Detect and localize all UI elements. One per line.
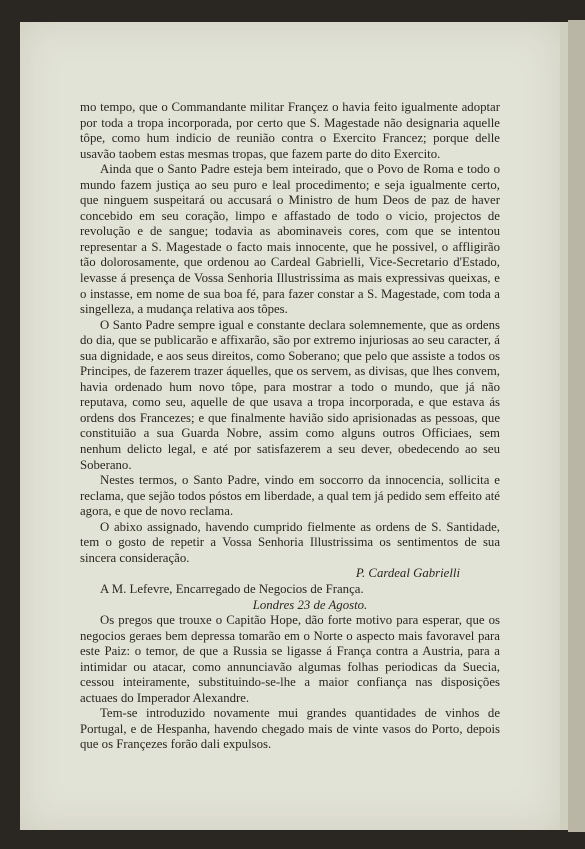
paragraph-1: mo tempo, que o Commandante militar Françez o havia feito igualmente adoptar por toda a tropa incorporada, por certo que S. Magestade não designaria aquelle tôpe, como hum indicio de reunião contra o Exercito Francez; porque delle usavão taobem estas mesmas tropas, que fazem parte do dito Exercito.	[80, 100, 500, 161]
signature: P. Cardeal Gabrielli	[355, 566, 460, 581]
paragraph-5: O abixo assignado, havendo cumprido fielmente as ordens de S. Santidade, tem o gosto de repetir a Vossa Senhoria Illustrissima os sentimentos de sua sincera consideração.	[80, 519, 500, 565]
page-stack	[568, 20, 585, 832]
paragraph-4: Nestes termos, o Santo Padre, vindo em soccorro da innocencia, sollicita e reclama, que sejão todos póstos em liberdade, a qual tem já pedido sem effeito até agora, e que de novo reclama.	[80, 473, 500, 519]
paragraph-7: Tem-se introduzido novamente mui grandes quantidades de vinhos de Portugal, e de Hespanha, havendo chegado mais de vinte vasos do Porto, depois que os Françezes forão dali expulsos.	[80, 706, 500, 752]
page-edge	[560, 22, 568, 830]
paragraph-2: Ainda que o Santo Padre esteja bem inteirado, que o Povo de Roma e todo o mundo fazem justiça ao seu puro e leal procedimento; e seja igualmente certo, que ninguem suspeitará ou accusará o Ministro de hum Deos de paz de haver concebido em seu coração, limpo e affastado de todo o vicio, projectos de revolução e de sangue; todavia as abominaveis cores, com que se intentou representar a S. Magestade o facto mais innocente, que he possivel, o affligirão tão dolorosamente, que ordenou ao Cardeal Gabrielli, Vice-Secretario d'Estado, levasse á presença de Vossa Senhoria Illustrissima as mais expressivas queixas, e o instasse, em nome de sua boa fé, para fazer constar a S. Magestade, com toda a singelleza, a mudança relativa aos tôpes.	[80, 162, 500, 317]
paragraph-6: Os pregos que trouxe o Capitão Hope, dão forte motivo para esperar, que os negocios geraes bem depressa tomarão em o Norte o aspecto mais favoravel para este Paiz: o temor, de que a Russia se ligasse á França contra a Austria, para a intimidar ou atacar, como annunciavão algumas folhas periodicas da Suecia, cessou inteiramente, substituindo-se-lhe a maior confiança nas disposições actuaes do Imperador Alexandre.	[80, 613, 500, 705]
page-body	[80, 100, 500, 753]
addressee-line: A M. Lefevre, Encarregado de Negocios de França.	[100, 581, 364, 596]
dateline: Londres 23 de Agosto.	[252, 597, 368, 612]
paragraph-3: O Santo Padre sempre igual e constante declara solemnemente, que as ordens do dia, que se publicarão e affixarão, são por extremo injuriosas ao seu caracter, á sua dignidade, e aos seus direitos, como Soberano; que pelo que assiste a todos os Principes, de fazerem trazer áquelles, que os servem, as divisas, que lhes convem, havia ordenado hum novo tôpe, para mostrar a todo o mundo, que já não reputava, como seu, aquelle de que usava a tropa incorporada, e que estava ás ordens dos Francezes; e que finalmente havião sido aprisionadas as pessoas, que constituião a sua Guarda Nobre, assim como alguns outros Officiaes, sem nenhum delicto legal, e até por satisfazerem a seu dever, obedecendo ao seu Soberano.	[80, 317, 500, 472]
